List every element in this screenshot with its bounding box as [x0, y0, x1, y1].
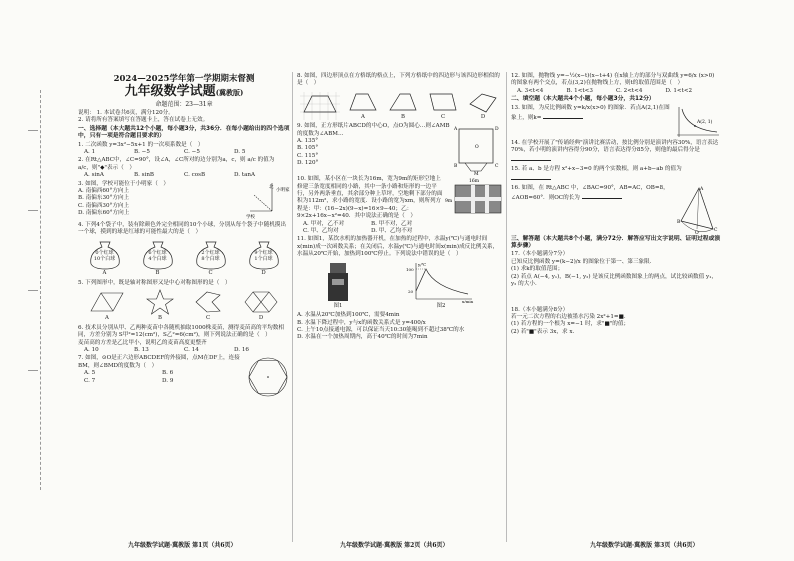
figure-caption: 图1	[333, 302, 343, 309]
option: A. 1	[84, 149, 96, 156]
sub-question: (1) 若方程的一个根为 x=−1 时，求"■"的值；	[511, 321, 630, 328]
question-stem-cont: 麦苗高的方差是乙比甲小，说明乙的麦苗高度更整齐	[78, 339, 207, 346]
answer-blank[interactable]	[543, 112, 583, 119]
option: D. 9	[162, 377, 174, 384]
option-letter: B	[401, 113, 405, 120]
question-13	[511, 105, 721, 139]
question-stem: 11. 如图1，某饮水机的加热器开机，在加热的过程中，水温y(℃)与通电时间x(min)成一次函数关系；在关闭后，水温y(℃)与通电时间x(min)成反比例关系，水温从20℃开始，加热到100℃停止。下列说法中错误的是（ ）	[297, 236, 499, 258]
fig-label: O	[475, 145, 479, 151]
shape-option-c	[193, 289, 223, 322]
answer-blank[interactable]	[511, 173, 551, 180]
option: C. 115°	[297, 152, 319, 159]
page-footer-3: 九年级数学试题·冀教版 第3页（共6页）	[590, 542, 699, 549]
option: D. 1<t<2	[665, 87, 693, 94]
sub-question: (2) 若"■"表示 3x，求 x．	[511, 328, 579, 335]
tick-label: 20	[408, 288, 414, 294]
fig-label: M	[474, 172, 479, 176]
square-figure	[451, 123, 503, 175]
question-options	[297, 228, 445, 235]
bag-red-count: 2个红球	[201, 250, 220, 257]
option: B. 105°	[297, 145, 319, 152]
figure-2	[406, 261, 476, 310]
shape-option-a	[87, 289, 127, 322]
fig-label: A	[700, 186, 704, 192]
option: C. 上午10点接通电源，可以保证当天10:30能喝到不超过38℃的水	[297, 326, 465, 333]
question-8	[297, 73, 503, 121]
question-14	[511, 140, 721, 165]
option: D. 甲、乙均不对	[371, 228, 413, 235]
question-15	[511, 166, 721, 184]
section-heading: 二、填空题（本大题共4个小题，每小题3分，共12分）	[511, 96, 655, 103]
section-heading: 一、选择题（本大题共12个小题，每小题3分，共36分．在每小题给出的四个选项中，只有一项是符合题目要求的）	[78, 125, 290, 140]
option-letter: B	[155, 270, 160, 277]
option: B. −5	[134, 149, 150, 156]
arrow-shape-icon	[193, 289, 223, 315]
figure-caption: 图2	[436, 302, 446, 309]
option: B. 甲不对，乙对	[371, 220, 413, 227]
direction-figure	[242, 181, 290, 221]
option: C. −5	[184, 149, 200, 156]
main-title-text: 九年级数学试题	[124, 84, 216, 99]
question-stem: 10. 如图，某小区在一块长为16m，宽为9m的矩形空地上修建三条宽度相同的小路，其中一条小路和矩形的一边平行，另外两条垂直，其余部分种上草坪，空地剩下部分的面积为112m²，求小路的宽度．设小路的宽为xm，则所列方程是：甲：(16−2x)(9−x)=16×9−40；乙：9×2x+16x−x²=40．其中说法正确的是（ ）	[297, 176, 443, 220]
shape-option-b	[145, 289, 175, 322]
fig-label-home: 小明家	[276, 187, 290, 193]
binding-line	[28, 370, 38, 371]
question-stem: 2. 在Rt△ABC中，∠C=90°，设∠A，∠C所对的边分别为a，c，则 a/c 的值为	[78, 157, 275, 164]
hexagon-shape-icon	[241, 289, 281, 315]
question-18	[511, 307, 721, 337]
question-2	[78, 157, 290, 179]
option: A. 3<t<4	[517, 87, 544, 94]
fig-label-school: 学校	[246, 214, 255, 220]
question-7	[78, 355, 290, 399]
question-3	[78, 181, 290, 221]
option-letter: B	[158, 315, 162, 322]
option: A. 甲对，乙不对	[303, 220, 345, 227]
option: C. 7	[84, 377, 96, 384]
question-stem: 9. 如图，正方形纸片ABCD的中心O，点O为圆心…则∠AMB的度数为∠ABM…	[297, 123, 450, 137]
grid-option-c	[426, 90, 460, 121]
grid-option-a	[346, 90, 380, 121]
page-footer-1: 九年级数学试题·冀教版 第1页（共6页）	[128, 542, 237, 549]
binding-line	[28, 130, 38, 131]
star-shape-icon	[145, 289, 175, 315]
axis-label-x: x/min	[462, 298, 474, 303]
fig-label: B	[677, 219, 681, 225]
edition-label: (冀教版)	[215, 88, 244, 97]
column-page-1	[78, 72, 290, 542]
question-stem: 8. 如图，四边形顶点在方格纸的格点上，下列方格纸中的四边形与该四边形相似的是（ ）	[297, 73, 500, 87]
temperature-graph	[406, 261, 476, 303]
shape-figures	[78, 289, 290, 322]
question-11	[297, 236, 503, 341]
option: A. 5	[84, 370, 96, 377]
option-letter: D	[480, 113, 486, 120]
grid-figures	[297, 90, 503, 121]
bag-option-d	[245, 238, 283, 277]
option: C. 2<t<4	[616, 87, 643, 94]
exam-scope: 命题范围：23—31章	[155, 101, 213, 108]
option: D. 120°	[297, 160, 319, 167]
question-12	[511, 73, 721, 95]
option-letter: A	[361, 113, 365, 120]
bag-red-count: 0个红球	[95, 250, 114, 257]
question-stem: 7. 如图，⊙O是正六边形ABCDEF的外接圆，点M在DF上，连接BM，则∠BMD的度数为（ ）	[78, 355, 240, 369]
question-stem: 4. 下列4个袋子中，装有除颜色外完全相同的10个小球，分别从每个袋子中随机摸出一个球，摸到的球是红球的可能性最大的是（ ）	[78, 221, 286, 236]
exam-main-title	[78, 84, 290, 101]
page-footer-2: 九年级数学试题·冀教版 第2页（共6页）	[340, 542, 449, 549]
question-9	[297, 123, 503, 175]
fig-label: A(2, 1)	[697, 119, 713, 125]
question-5	[78, 280, 290, 323]
option: C. 甲、乙均对	[303, 228, 339, 235]
fig-label: A	[454, 127, 458, 133]
fig-label: 16m	[469, 179, 479, 185]
binding-line	[28, 210, 38, 211]
question-17	[511, 251, 721, 288]
question-stem: 6. 技术员分别从甲、乙两种麦苗中各随机抽取1000株麦苗，测得麦苗高的平均数相同，方差分别为 S甲²=12(cm²)，S乙²=6(cm²)，则下列说法正确的是（ ）	[78, 324, 284, 339]
question-10	[297, 176, 503, 235]
question-stem: 3. 如图，学校可能位于小明家（ ）	[78, 180, 170, 187]
tick-label: 100	[406, 266, 414, 272]
option-letter: C	[205, 315, 211, 322]
option-letter: A	[105, 315, 109, 322]
parallelogram-shape-icon	[87, 289, 127, 315]
option-letter: D	[261, 270, 266, 277]
bag-icon	[86, 238, 124, 270]
bag-white-count: 4个白球	[148, 256, 167, 263]
option: B. 南偏东30°方向上	[78, 195, 130, 202]
exam-notes	[78, 110, 290, 125]
triangle-figure	[677, 185, 721, 235]
question-4	[78, 222, 290, 278]
question-stem: 若一元二次方程的右边被墨水污染 2x²+1=■．	[511, 313, 630, 320]
grid-figure-main	[300, 92, 340, 120]
note-item: 2. 请将所有答案填写在答题卡上，答在试卷上无效。	[78, 117, 209, 124]
hyperbola-figure	[673, 105, 721, 139]
grid-option-b	[386, 90, 420, 121]
fig-label: 9m	[445, 199, 453, 205]
question-head: 18.（本小题满分8分）	[511, 306, 569, 313]
bag-option-a	[86, 238, 124, 277]
option: B. 水温下降过程中，y与x的函数关系式是 y=400/x	[297, 319, 426, 326]
binding-line	[28, 290, 38, 291]
fig-label: B	[454, 164, 458, 170]
option: D. 16	[234, 346, 249, 353]
question-options	[297, 221, 445, 228]
option-letter: D	[258, 315, 264, 322]
question-options	[511, 88, 721, 95]
figure-1	[324, 261, 352, 310]
answer-blank[interactable]	[582, 192, 622, 199]
question-stem: 16. 如图，在 Rt△ABC 中，∠BAC=90°，AB=AC，OB=8，∠AOB=60°．则OC的长为	[511, 184, 669, 202]
option: C. 南偏西30°方向上	[78, 202, 130, 209]
option: D. 5	[234, 149, 246, 156]
axis-label-y: y/℃	[418, 261, 427, 267]
grid-option-d	[466, 90, 500, 121]
bag-option-b	[139, 238, 177, 277]
question-stem-cont: a/c，则"◆"表示（ ）	[78, 164, 135, 171]
sub-question: (1) 求k的取值范围；	[511, 266, 564, 273]
question-stem: 12. 如图，抛物线 y=−½(x−t)(x−t+4) 在x轴上方的部分与双曲线 y=6/x (x>0) 的图象有两个交点，若点(3,2)在抛物线上方，则t的取值范围是（ ）	[511, 73, 715, 87]
option: C. 14	[184, 346, 199, 353]
question-stem: 13. 如图，为反比例函数 y=k/x(x>0) 的图象．若点A(2,1)在图象上，则k=	[511, 104, 670, 122]
hexagon-circle-figure	[246, 355, 290, 399]
option-letter: A	[102, 270, 107, 277]
note-item: 1. 本试卷共6页，满分120分。	[96, 110, 174, 116]
option: B. sinB	[134, 172, 155, 179]
option-letter: C	[440, 113, 446, 120]
option: A. 水温从20℃加热到100℃，需要4min	[297, 312, 400, 319]
question-stem: 14. 在学校开展了"传诵经典"演讲比赛活动，按比例分别是演讲内容30%，语言表达70%，若小明的演讲内容得分90分，语言表达得分85分，则他的最后得分是	[511, 139, 719, 154]
fig-label: D	[495, 127, 499, 133]
bag-option-c	[192, 238, 230, 277]
question-head: 17.（本小题满分7分）	[511, 251, 569, 258]
sub-question: (2) 若点 A(−4, y₁)，B(−1, y₂) 是该反比例函数图象上的两点，试比较函数值 y₁，y₂ 的大小．	[511, 273, 717, 288]
fig-label: C	[495, 164, 499, 170]
option: D. 南偏东60°方向上	[78, 210, 130, 217]
bag-red-count: 9个红球	[254, 250, 273, 257]
answer-blank[interactable]	[511, 154, 551, 161]
option: A. sinA	[84, 172, 104, 179]
column-page-3	[506, 72, 721, 542]
option: B. 13	[134, 346, 149, 353]
option: C. cosB	[184, 172, 206, 179]
garden-figure	[445, 176, 503, 216]
question-16	[511, 185, 721, 235]
bag-white-count: 8个白球	[201, 256, 220, 263]
bag-icon	[192, 238, 230, 270]
fig-label-north: 北	[269, 184, 274, 190]
section-heading: 三、解答题（本大题共8个小题，满分72分．解答应写出文字说明、证明过程或演算步骤）	[511, 235, 721, 250]
question-stem: 15. 若 a、b 是方程 x²+x−3=0 的两个实数根，则 a+b−ab 的值为	[511, 165, 682, 172]
option: A. 135°	[297, 138, 319, 145]
question-options	[78, 347, 290, 354]
notes-label: 说明：	[78, 110, 95, 116]
bag-red-count: 6个红球	[148, 250, 167, 257]
option-letter: C	[208, 270, 213, 277]
bag-white-count: 10个白球	[93, 256, 116, 263]
option: D. 水温在一个加热周期内，高于40℃的时间为7min	[297, 334, 428, 341]
fig-label: C	[714, 227, 718, 233]
option: A. 10	[84, 346, 99, 353]
column-page-2	[292, 72, 503, 542]
question-6	[78, 325, 290, 355]
bag-figures	[78, 238, 290, 277]
option: B. 6	[162, 370, 174, 377]
question-options	[78, 149, 290, 156]
question-options	[78, 378, 246, 385]
bag-icon	[139, 238, 177, 270]
binding-margin	[20, 90, 41, 490]
question-options	[78, 172, 290, 179]
question-stem: 5. 下列图形中，既是轴对称图形又是中心对称图形的是（ ）	[78, 279, 231, 286]
option: A. 南偏西60°方向上	[78, 188, 130, 195]
bag-white-count: 1个白球	[254, 256, 273, 263]
option: B. 1<t<3	[566, 87, 593, 94]
question-stem: 1. 二次函数 y=3x²−5x+1 的一次项系数是（ ）	[78, 141, 204, 148]
question-options	[78, 370, 246, 377]
water-dispenser-icon	[324, 261, 352, 303]
exam-term-title: 2024—2025学年第一学期期末督测	[113, 74, 255, 84]
question-stem: 已知反比例函数 y=(k−2)/x 的图象位于第一、第三象限．	[511, 258, 656, 265]
water-heater-figures	[297, 261, 503, 310]
bag-icon	[245, 238, 283, 270]
fig-label: O	[695, 230, 699, 235]
question-1	[78, 142, 290, 157]
shape-option-d	[241, 289, 281, 322]
option: D. tanA	[234, 172, 256, 179]
